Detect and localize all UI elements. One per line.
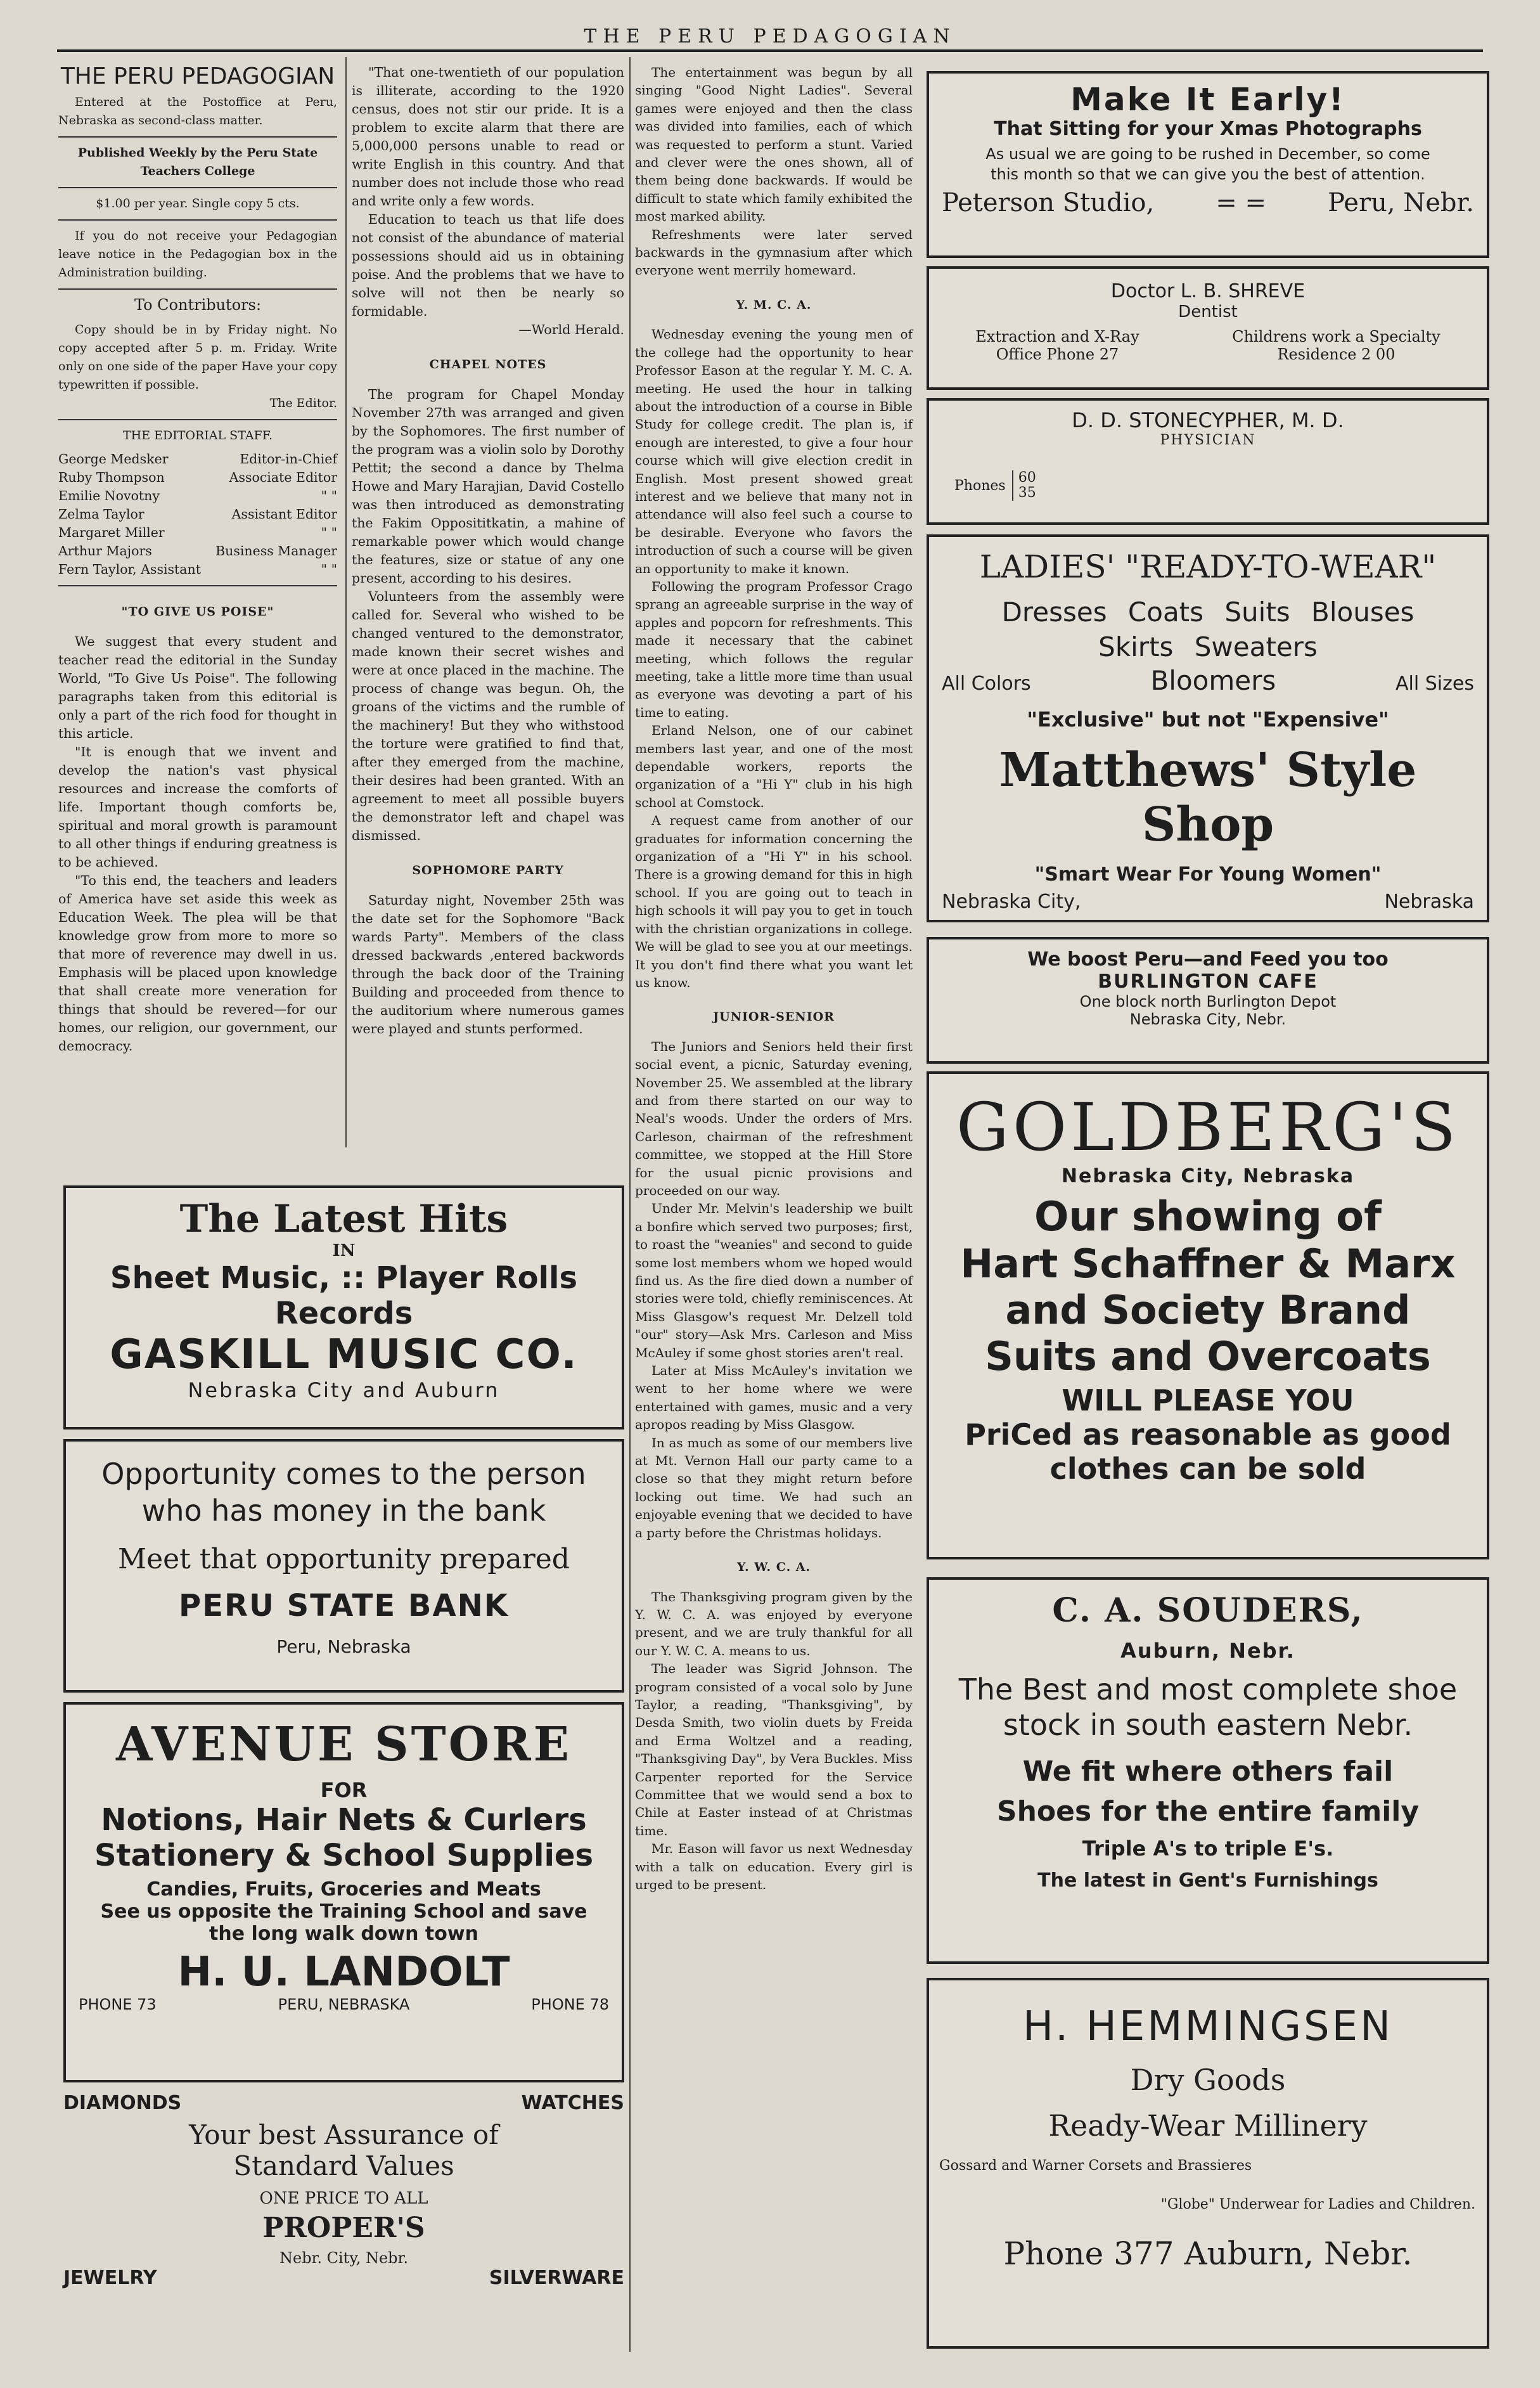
article-heading: CHAPEL NOTES: [429, 358, 547, 371]
ad-line: FOR: [320, 1778, 368, 1802]
article-heading: "TO GIVE US POISE": [121, 605, 274, 619]
ad-matthews-style-shop: [927, 534, 1489, 922]
contributors-body: Copy should be in by Friday night. No copy accepted after 5 p. m. Friday. Write only on one side of the paper Have your copy typewritten if possible.: [58, 323, 337, 392]
ad-line: Candies, Fruits, Groceries and Meats: [146, 1878, 541, 1901]
column-rule: [629, 57, 631, 2352]
staff-role: Editor-in-Chief: [240, 451, 337, 467]
ad-line: WILL PLEASE YOU: [1062, 1383, 1354, 1417]
article-paragraph: Education to teach us that life does not consist of the abundance of material possessions should aid us in obtaining poise. And the problems that we have to solve will not then be nearly so formidable.: [352, 212, 624, 319]
ad-line: IN: [332, 1241, 356, 1260]
divider: [58, 219, 337, 221]
ad-line: We boost Peru—and Feed you too: [1027, 948, 1389, 971]
article-paragraph: In as much as some of our members live at Mt. Vernon Hall our party came to a close so that they might return before locking out time. We had such an enjoyable evening that we decided to have a party before the Christmas holidays.: [635, 1435, 913, 1540]
ad-line: Stationery & School Supplies: [94, 1838, 594, 1873]
ad-line: Auburn, Nebr.: [1120, 1639, 1295, 1663]
ad-line: C. A. SOUDERS,: [1052, 1591, 1364, 1630]
ad-line: Office Phone 27: [996, 345, 1119, 363]
ad-line: Suits and Overcoats: [985, 1333, 1431, 1379]
article-paragraph: Erland Nelson, one of our cabinet members last year, and one of the most dependable workers, reports the organization of a "Hi Y" club in his high school at Comstock.: [635, 723, 913, 810]
ad-line: Shoes for the entire family: [996, 1795, 1420, 1828]
ad-phone-numbers: [1012, 470, 1036, 501]
ad-line: As usual we are going to be rushed in December, so come this month so that we can give you the best of attention.: [985, 145, 1430, 183]
ad-line: = =: [1216, 188, 1267, 217]
staff-name: Arthur Majors: [58, 543, 152, 558]
article-paragraph: Under Mr. Melvin's leadership we built a bonfire which served two purposes; first, to roast the "weanies" and second to guide some lost members whom we hoped would find us. As the fire died down a number of stories were told, chiefly reminiscences. At Miss Glasgow's request Mr. Delzell told "our" story—Ask Mrs. Carleson and Miss McAuley if some ghost stories aren't real.: [635, 1201, 913, 1360]
staff-role: Associate Editor: [229, 470, 337, 485]
ad-line: Peterson Studio,: [942, 188, 1155, 217]
masthead-published: Published Weekly by the Peru State Teachers College: [77, 146, 318, 178]
ad-line: That Sitting for your Xmas Photographs: [994, 118, 1422, 140]
ad-details-right: [1232, 328, 1441, 363]
article-paragraph: "To this end, the teachers and leaders of America have set aside this week as Education Week. The plea will be that knowledge grow from more to more so that more of reverence may dwell in us. Emphasis will be placed upon knowledge that shall create more veneration for things that should be revered—for our homes, our religion, our government, our democracy.: [58, 873, 337, 1054]
ad-line: Gossard and Warner Corsets and Brassieres: [939, 2158, 1252, 2174]
ad-line: Nebraska City and Auburn: [188, 1378, 500, 1402]
staff-row: [58, 542, 337, 560]
column-rule: [345, 57, 347, 1147]
ad-phone: PHONE 73: [79, 1996, 157, 2013]
ad-line: Your best Assurance of: [189, 2119, 499, 2150]
ad-line: 35: [1018, 485, 1036, 501]
article-heading: JUNIOR-SENIOR: [713, 1010, 835, 1024]
article-heading: Y. M. C. A.: [736, 297, 812, 312]
ad-line: Nebr. City, Nebr.: [279, 2249, 408, 2267]
ad-details: [929, 328, 1487, 363]
ad-line: 60: [1018, 470, 1036, 486]
article-paragraph: We suggest that every student and teacher read the editorial in the Sunday World, "To Give Us Poise". The following paragraphs taken from this editorial is only a part of the rich food for thought in this article.: [58, 634, 337, 741]
article-paragraph: Wednesday evening the young men of the college had the opportunity to hear Professor Eason at the regular Y. M. C. A. meeting. He used the hour in talking about the introduction of a course in Bible Study for college credit. The plan is, if enough are interested, to give a four hour course which will give election credit in English. Most present showed great interest and we believe that many not in attendance will also feel such a course to be desirable. Everyone who favors the introduction of such a course will be given an opportunity to make it known.: [635, 326, 913, 576]
ad-line: AVENUE STORE: [115, 1717, 572, 1772]
ad-hemmingsen: [927, 1978, 1489, 2349]
ad-line: The Latest Hits: [179, 1197, 508, 1241]
ad-line: Peru, Nebr.: [1328, 188, 1474, 217]
column-2: [352, 63, 624, 1038]
ad-line: DIAMONDS: [63, 2092, 182, 2114]
ad-line: "Smart Wear For Young Women": [1034, 863, 1382, 886]
ad-line: All Sizes: [1396, 673, 1474, 695]
article-paragraph: Later at Miss McAuley's invitation we went to her home where we were entertained with games, music and a very apropos reading by Miss Glasgow.: [635, 1363, 913, 1433]
article-paragraph: Volunteers from the assembly were called for. Several who wished to be changed ventured to the demonstrator, made known their secret wishes and were at once placed in the machine. The process of change was begun. Oh, the groans of the victims and the rumble of the machinery! But they who withstood the torture were gratified to find that, after they emerged from the machine, their desires had been granted. With an agreement to meet all possible buyers the demonstrator left and chapel was dismissed.: [352, 589, 624, 843]
ad-line: Make It Early!: [1070, 81, 1345, 118]
ad-goldbergs: [927, 1071, 1489, 1559]
ad-line: ONE PRICE TO ALL: [259, 2189, 428, 2208]
ad-burlington-cafe: [927, 937, 1489, 1064]
ad-line: All Colors: [942, 673, 1031, 695]
ad-header: [63, 2092, 624, 2114]
ad-line: Opportunity comes to the person who has money in the bank: [101, 1457, 586, 1528]
ad-phones: [954, 470, 1036, 501]
ad-line: "Exclusive" but not "Expensive": [1027, 707, 1389, 732]
ad-line: Standard Values: [233, 2150, 454, 2181]
running-head: THE PERU PEDAGOGIAN: [584, 25, 956, 48]
article-signature: —World Herald.: [518, 322, 624, 337]
ad-line: Dry Goods: [1130, 2063, 1286, 2097]
ad-doctor-shreve: [927, 266, 1489, 390]
ad-line: GOLDBERG'S: [956, 1088, 1460, 1166]
ad-line: BURLINGTON CAFE: [1098, 971, 1318, 993]
ad-line: PHYSICIAN: [1160, 432, 1256, 448]
ad-footer: [63, 2267, 624, 2289]
article-paragraph: Following the program Professor Crago sprang an agreeable surprise in the way of apples and popcorn for refreshments. This made it necessary that the cabinet meeting, which follows the regular meeting, take a little more time than usual as everyone was devoting a part of his time to eating.: [635, 578, 913, 720]
article-heading: Y. W. C. A.: [736, 1560, 811, 1575]
staff-name: George Medsker: [58, 451, 169, 467]
ad-line: Phone 377 Auburn, Nebr.: [1003, 2235, 1413, 2272]
ad-line: PROPER'S: [262, 2212, 425, 2244]
ad-line: PriCed as reasonable as good: [965, 1417, 1451, 1452]
ad-peterson-studio: [927, 71, 1489, 258]
divider: [58, 288, 337, 290]
ad-peru-state-bank: [63, 1439, 624, 1693]
ad-line: JEWELRY: [63, 2267, 157, 2289]
staff-row: [58, 505, 337, 524]
article-heading: SOPHOMORE PARTY: [412, 863, 564, 877]
article-paragraph: Refreshments were later served backwards in the gymnasium after which everyone went merrily homeward.: [635, 226, 913, 278]
ad-line: Doctor L. B. SHREVE: [1110, 280, 1306, 302]
staff-role: Business Manager: [215, 543, 337, 558]
ad-propers: [63, 2092, 624, 2358]
ad-line: We fit where others fail: [1022, 1755, 1394, 1788]
article-paragraph: "That one-twentieth of our population is illiterate, according to the 1920 census, does not stir our pride. It is a problem to excite alarm that there are 5,000,000 persons unable to read or write English in this country. And that number does not include those who read and write only a few words.: [352, 65, 624, 209]
contributors-sign: The Editor.: [269, 396, 337, 410]
article-paragraph: The leader was Sigrid Johnson. The program consisted of a vocal solo by June Taylor, a reading, "Thanksgiving", by Desda Smith, two violin duets by Freida and Erma Woltzel and a reading, "Thanksgiving Day", by Vera Buckles. Miss Carpenter reported for the Service Committee that we would send a box to Chile at Easter instead of at Christmas time.: [635, 1661, 913, 1838]
staff-name: Margaret Miller: [58, 525, 165, 540]
article-paragraph: The entertainment was begun by all singing "Good Night Ladies". Several games were enjoyed and then the class was divided into families, each of which was requested to perform a stunt. Varied and clever were the ones shown, all of them being done backwards. If would be difficult to state which family exhibited the most marked ability.: [635, 65, 913, 224]
ad-avenue-store: [63, 1702, 624, 2082]
ad-line: GASKILL MUSIC CO.: [110, 1331, 578, 1378]
staff-name: Ruby Thompson: [58, 470, 165, 485]
staff-role: Assistant Editor: [231, 507, 337, 522]
ad-line: Bloomers: [1150, 665, 1276, 696]
masthead-price: $1.00 per year. Single copy 5 cts.: [96, 197, 300, 210]
ad-line: Nebraska City,: [942, 891, 1081, 913]
ad-line: One block north Burlington Depot: [1079, 993, 1337, 1010]
ad-gaskill-music: [63, 1185, 624, 1430]
divider: [58, 585, 337, 586]
ad-line: Nebraska City, Nebraska: [1061, 1165, 1355, 1187]
ad-line: clothes can be sold: [1049, 1452, 1366, 1486]
ad-line: Triple A's to triple E's.: [1082, 1836, 1334, 1861]
staff-name: Emilie Novotny: [58, 488, 160, 503]
ad-line: Records: [274, 1296, 413, 1331]
ad-line: H. HEMMINGSEN: [1023, 2003, 1393, 2050]
staff-row: [58, 560, 337, 579]
staff-role: " ": [321, 488, 337, 503]
ad-row: [942, 665, 1474, 696]
article-paragraph: The Thanksgiving program given by the Y. W. C. A. was enjoyed by everyone present, and we are truly thankful for all our Y. W. C. A. means to us.: [635, 1589, 913, 1658]
masthead-title: THE PERU PEDAGOGIAN: [60, 63, 335, 89]
divider: [58, 136, 337, 138]
article-paragraph: Mr. Eason will favor us next Wednesday with a talk on education. Every girl is urged to be present.: [635, 1841, 913, 1892]
ad-footer: [942, 891, 1474, 913]
masthead-notice: If you do not receive your Pedagogian leave notice in the Pedagogian box in the Administration building.: [58, 229, 337, 280]
ad-details-left: [975, 328, 1139, 363]
article-paragraph: The Juniors and Seniors held their first social event, a picnic, Saturday evening, November 25. We assembled at the library and from there started on our way to Neal's woods. Under the orders of Mrs. Carleson, chairman of the refreshment committee, we stopped at the Hill Store for the usual picnic provisions and proceeded on our way.: [635, 1038, 913, 1198]
column-3: [635, 63, 913, 1894]
article-paragraph: Saturday night, November 25th was the date set for the Sophomore "Back wards Party". Members of the class dressed backwards ,entered backwords through the back door of the Training Building and proceeded from thence to the auditorium where numerous games were played and stunts performed.: [352, 893, 624, 1036]
ad-line: D. D. STONECYPHER, M. D.: [1072, 408, 1344, 432]
ad-line: LADIES' "READY-TO-WEAR": [979, 548, 1437, 585]
article-paragraph: A request came from another of our graduates for information concerning the organization of a "Hi Y" in his school. There is a growing demand for this in high school. If you are going out to teach in high schools it will pay you to get in touch with the christian organizations in college. We will be glad to see you at our meetings. It you don't find there what you want let us know.: [635, 813, 913, 990]
article-paragraph: "It is enough that we invent and develop the nation's vast physical resources and increase the comforts of life. Important though comforts be, spiritual and moral growth is paramount to all other things if enduring greatness is to be achieved.: [58, 744, 337, 870]
ad-line: Matthews' Style Shop: [999, 743, 1417, 852]
ad-line: WATCHES: [521, 2092, 624, 2114]
staff-role: " ": [321, 562, 337, 577]
ad-line: Meet that opportunity prepared: [118, 1543, 570, 1575]
ad-city: PERU, NEBRASKA: [278, 1996, 410, 2013]
ad-line: Hart Schaffner & Marx: [960, 1241, 1456, 1287]
ad-souders: [927, 1577, 1489, 1964]
article-paragraph: The program for Chapel Monday November 27th was arranged and given by the Sophomores. The first number of the program was a violin solo by Dorothy Pettit; the second a dance by Thelma Howe and Mary Harajian, David Costello was then introduced as demonstrating the Fakim Opposititkatin, a mahine of remarkable power which would change the features, size or statue of any one present, according to his desires.: [352, 387, 624, 586]
contributors-head: To Contributors:: [134, 296, 262, 314]
ad-doctor-stonecypher: [927, 398, 1489, 525]
ad-line: Our showing of: [1034, 1194, 1382, 1241]
staff-head: THE EDITORIAL STAFF.: [122, 429, 273, 442]
ad-line: PERU STATE BANK: [179, 1588, 509, 1623]
staff-row: [58, 468, 337, 487]
staff-role: " ": [321, 525, 337, 540]
ad-footer: [942, 188, 1474, 217]
ad-line: The latest in Gent's Furnishings: [1037, 1869, 1378, 1892]
column-1: [58, 63, 337, 1055]
ad-line: Notions, Hair Nets & Curlers: [101, 1802, 587, 1838]
ad-line: The Best and most complete shoe stock in south eastern Nebr.: [958, 1672, 1458, 1742]
ad-line: and Society Brand: [1005, 1287, 1411, 1333]
ad-line: Nebraska City, Nebr.: [1129, 1010, 1287, 1028]
ad-line: Skirts Sweaters: [1098, 631, 1318, 662]
ad-line: Peru, Nebraska: [276, 1636, 411, 1657]
masthead-entered: Entered at the Postoffice at Peru, Nebraska as second-class matter.: [58, 95, 337, 127]
ad-line: Extraction and X-Ray: [975, 328, 1139, 345]
ad-phone: PHONE 78: [531, 1996, 609, 2013]
staff-row: [58, 450, 337, 468]
divider: [58, 187, 337, 188]
ad-line: Childrens work a Specialty: [1232, 328, 1441, 345]
ad-line: Nebraska: [1384, 891, 1474, 913]
ad-line: Residence 2 00: [1277, 345, 1396, 363]
staff-row: [58, 524, 337, 542]
ad-line: Dresses Coats Suits Blouses: [1001, 597, 1415, 628]
ad-line: Ready-Wear Millinery: [1048, 2108, 1368, 2143]
staff-row: [58, 487, 337, 505]
staff-name: Zelma Taylor: [58, 507, 144, 522]
ad-line: H. U. LANDOLT: [177, 1949, 510, 1996]
ad-footer: [66, 1996, 622, 2013]
ad-line: Dentist: [1178, 302, 1238, 321]
ad-line: "Globe" Underwear for Ladies and Children.: [1160, 2197, 1475, 2212]
ad-line: SILVERWARE: [489, 2267, 624, 2289]
divider: [58, 419, 337, 420]
staff-name: Fern Taylor, Assistant: [58, 562, 201, 577]
ad-line: Sheet Music, :: Player Rolls: [110, 1260, 578, 1296]
ad-line: See us opposite the Training School and save the long walk down town: [100, 1901, 587, 1945]
top-rule: [57, 49, 1483, 52]
ad-line: Phones: [954, 477, 1006, 494]
